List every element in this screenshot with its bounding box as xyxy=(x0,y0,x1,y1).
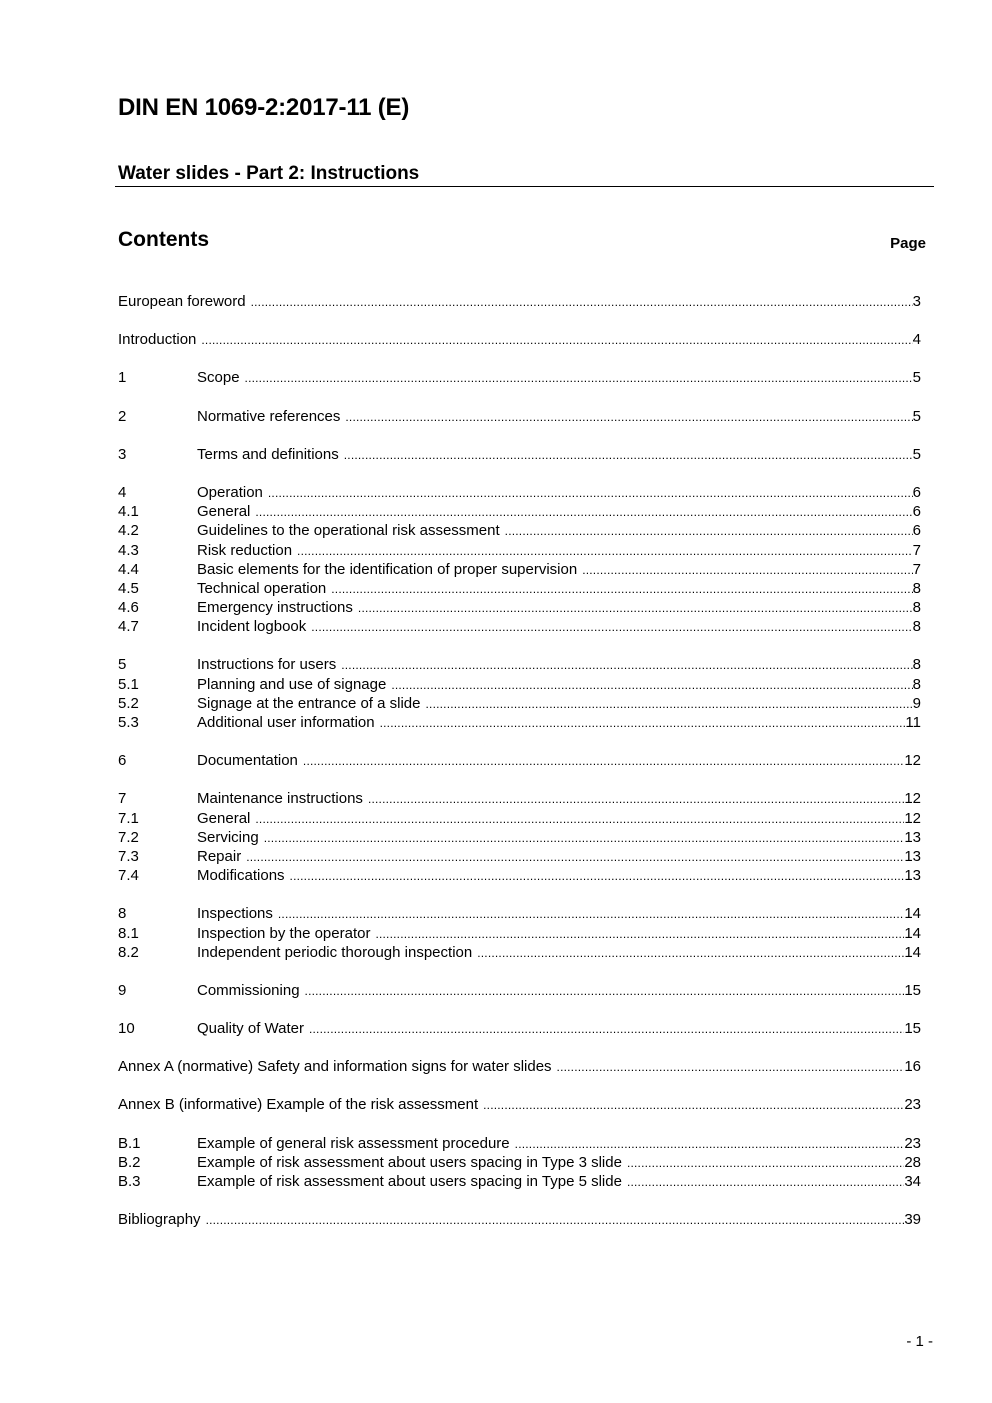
toc-entry-page: 5 xyxy=(912,407,921,425)
toc-dot-leader xyxy=(341,656,912,675)
toc-entry-title: General xyxy=(197,809,251,827)
toc-dot-leader xyxy=(311,618,912,637)
toc-entry[interactable] xyxy=(118,502,921,521)
document-id: DIN EN 1069-2:2017-11 (E) xyxy=(118,94,410,121)
toc-dot-leader xyxy=(206,1211,905,1230)
toc-dot-leader xyxy=(344,446,913,465)
toc-entry-title: Emergency instructions xyxy=(197,599,353,617)
toc-entry[interactable] xyxy=(118,292,921,311)
toc-dot-leader xyxy=(278,905,904,924)
title-divider xyxy=(115,186,934,187)
toc-entry-number: 4.1 xyxy=(118,503,139,521)
toc-dot-leader xyxy=(582,561,912,580)
toc-entry-number: 9 xyxy=(118,981,127,999)
toc-entry[interactable] xyxy=(118,541,921,560)
toc-entry-page: 9 xyxy=(912,694,921,712)
toc-dot-leader xyxy=(297,542,913,561)
toc-entry-title: Documentation xyxy=(197,752,298,770)
toc-entry-title: Servicing xyxy=(197,828,259,846)
toc-entry-number: 7.3 xyxy=(118,847,139,865)
toc-entry-title: Repair xyxy=(197,847,242,865)
toc-entry-page: 28 xyxy=(904,1153,921,1171)
toc-entry-title: Incident logbook xyxy=(197,618,307,636)
toc-entry-page: 8 xyxy=(912,579,921,597)
toc-entry-page: 13 xyxy=(904,828,921,846)
toc-entry-title: Instructions for users xyxy=(197,656,337,674)
toc-entry[interactable] xyxy=(118,1210,921,1229)
toc-entry-page: 34 xyxy=(904,1173,921,1190)
toc-entry[interactable] xyxy=(118,655,921,674)
toc-dot-leader xyxy=(380,714,906,733)
toc-entry-page: 15 xyxy=(904,981,921,999)
toc-entry-page: 12 xyxy=(904,809,921,827)
toc-dot-leader xyxy=(251,293,913,312)
toc-entry-title: Risk reduction xyxy=(197,541,293,559)
toc-entry[interactable] xyxy=(118,1095,921,1114)
toc-entry-page: 13 xyxy=(904,847,921,865)
toc-entry-number: 10 xyxy=(118,1020,135,1038)
toc-entry[interactable] xyxy=(118,1153,921,1172)
toc-dot-leader xyxy=(345,408,912,427)
toc-entry[interactable] xyxy=(118,407,921,426)
toc-entry-page: 8 xyxy=(912,656,921,674)
toc-entry-number: 7.1 xyxy=(118,809,139,827)
toc-entry-page: 23 xyxy=(904,1096,921,1114)
toc-dot-leader xyxy=(264,829,905,848)
toc-dot-leader xyxy=(290,867,905,886)
toc-entry[interactable] xyxy=(118,694,921,713)
toc-entry-number: 5.3 xyxy=(118,714,139,731)
toc-entry-page: 12 xyxy=(904,752,921,770)
toc-entry[interactable] xyxy=(118,1134,921,1153)
toc-entry-number: 8.2 xyxy=(118,943,139,961)
toc-entry-page: 6 xyxy=(912,483,921,501)
toc-entry[interactable] xyxy=(118,445,921,464)
toc-entry[interactable] xyxy=(118,1172,921,1191)
toc-entry-page: 23 xyxy=(904,1134,921,1152)
toc-entry-page: 6 xyxy=(912,522,921,540)
toc-entry-page: 14 xyxy=(904,924,921,942)
toc-entry-title: General xyxy=(197,503,251,521)
toc-entry-page: 7 xyxy=(912,541,921,559)
toc-entry-title: Signage at the entrance of a slide xyxy=(197,694,421,712)
toc-entry-title: Technical operation xyxy=(197,579,327,597)
toc-entry-title: Terms and definitions xyxy=(197,445,339,463)
toc-dot-leader xyxy=(201,331,912,350)
toc-entry-page: 3 xyxy=(912,293,921,310)
toc-entry-title: Additional user information xyxy=(197,714,375,731)
toc-entry-page: 6 xyxy=(912,503,921,521)
toc-entry-number: 7.2 xyxy=(118,828,139,846)
toc-dot-leader xyxy=(627,1173,904,1192)
toc-entry[interactable] xyxy=(118,368,921,387)
page-column-heading: Page xyxy=(890,235,926,252)
toc-entry-title: Example of risk assessment about users spacing in Type 3 slide xyxy=(197,1153,622,1171)
toc-entry-title: Annex B (informative) Example of the risk assessment xyxy=(118,1096,479,1114)
toc-entry-page: 5 xyxy=(912,445,921,463)
toc-entry-number: 4 xyxy=(118,483,127,501)
toc-dot-leader xyxy=(305,982,905,1001)
toc-entry-page: 12 xyxy=(904,790,921,808)
toc-entry-title: Example of general risk assessment procedure xyxy=(197,1134,510,1152)
toc-entry[interactable] xyxy=(118,330,921,349)
toc-entry-number: 8 xyxy=(118,905,127,923)
toc-entry-title: Inspection by the operator xyxy=(197,924,371,942)
toc-entry-page: 8 xyxy=(912,599,921,617)
toc-entry-page: 7 xyxy=(912,560,921,578)
toc-dot-leader xyxy=(515,1135,905,1154)
toc-entry-number: 5.1 xyxy=(118,675,139,693)
toc-dot-leader xyxy=(246,848,904,867)
toc-entry-number: 4.4 xyxy=(118,560,139,578)
toc-entry-title: Independent periodic thorough inspection xyxy=(197,943,473,961)
toc-entry-number: 8.1 xyxy=(118,924,139,942)
toc-entry-number: B.1 xyxy=(118,1134,141,1152)
toc-entry[interactable] xyxy=(118,579,921,598)
toc-entry-title: Guidelines to the operational risk assessment xyxy=(197,522,500,540)
toc-entry-title: Maintenance instructions xyxy=(197,790,363,808)
toc-entry-page: 4 xyxy=(912,331,921,349)
toc-entry-title: Annex A (normative) Safety and information signs for water slides xyxy=(118,1058,552,1076)
toc-entry-number: 1 xyxy=(118,369,127,387)
toc-entry[interactable] xyxy=(118,1057,921,1076)
toc-entry[interactable] xyxy=(118,924,921,943)
toc-dot-leader xyxy=(483,1096,904,1115)
toc-entry-page: 14 xyxy=(904,905,921,923)
toc-entry[interactable] xyxy=(118,904,921,923)
toc-entry[interactable] xyxy=(118,483,921,502)
toc-entry-number: 3 xyxy=(118,445,127,463)
toc-entry-title: Operation xyxy=(197,483,263,501)
toc-entry-number: 6 xyxy=(118,752,127,770)
toc-dot-leader xyxy=(309,1020,904,1039)
toc-entry-number: 4.2 xyxy=(118,522,139,540)
toc-entry[interactable] xyxy=(118,560,921,579)
toc-dot-leader xyxy=(268,484,913,503)
toc-dot-leader xyxy=(368,790,904,809)
toc-dot-leader xyxy=(331,580,912,599)
toc-entry[interactable] xyxy=(118,866,921,885)
table-of-contents xyxy=(118,292,921,1229)
toc-entry-page: 15 xyxy=(904,1020,921,1038)
toc-entry-number: 2 xyxy=(118,407,127,425)
page-number: - 1 - xyxy=(906,1333,933,1350)
toc-entry-page: 16 xyxy=(904,1058,921,1076)
toc-entry-title: Quality of Water xyxy=(197,1020,304,1038)
toc-entry-page: 39 xyxy=(904,1211,921,1229)
toc-entry-page: 14 xyxy=(904,943,921,961)
toc-entry[interactable] xyxy=(118,675,921,694)
toc-dot-leader xyxy=(391,676,912,695)
toc-entry-title: Scope xyxy=(197,369,240,387)
toc-entry-number: 5.2 xyxy=(118,694,139,712)
toc-dot-leader xyxy=(255,810,904,829)
toc-entry[interactable] xyxy=(118,789,921,808)
toc-entry-page: 8 xyxy=(912,675,921,693)
toc-dot-leader xyxy=(303,752,904,771)
toc-entry[interactable] xyxy=(118,981,921,1000)
toc-entry-title: Introduction xyxy=(118,331,197,349)
toc-entry-number: 7.4 xyxy=(118,867,139,885)
toc-entry-number: B.3 xyxy=(118,1173,141,1190)
toc-dot-leader xyxy=(255,503,912,522)
toc-dot-leader xyxy=(477,944,904,963)
toc-entry[interactable] xyxy=(118,828,921,847)
toc-entry[interactable] xyxy=(118,521,921,540)
toc-entry-number: 4.7 xyxy=(118,618,139,636)
toc-entry[interactable] xyxy=(118,943,921,962)
toc-dot-leader xyxy=(375,925,904,944)
toc-entry[interactable] xyxy=(118,1019,921,1038)
toc-entry-title: Modifications xyxy=(197,867,285,885)
toc-entry[interactable] xyxy=(118,751,921,770)
toc-dot-leader xyxy=(627,1154,904,1173)
toc-entry-page: 5 xyxy=(912,369,921,387)
toc-entry-title: Commissioning xyxy=(197,981,300,999)
toc-entry-page: 8 xyxy=(912,618,921,636)
toc-entry-number: 4.6 xyxy=(118,599,139,617)
toc-entry-number: 7 xyxy=(118,790,127,808)
toc-entry-number: 4.3 xyxy=(118,541,139,559)
toc-dot-leader xyxy=(245,369,913,388)
toc-entry-title: Bibliography xyxy=(118,1211,201,1229)
document-subtitle: Water slides - Part 2: Instructions xyxy=(118,163,420,184)
toc-entry-title: Basic elements for the identification of proper supervision xyxy=(197,560,578,578)
toc-entry-page: 11 xyxy=(905,714,921,731)
contents-heading: Contents xyxy=(118,228,209,251)
toc-entry-number: 4.5 xyxy=(118,579,139,597)
toc-entry[interactable] xyxy=(118,809,921,828)
toc-entry-page: 13 xyxy=(904,867,921,885)
toc-entry-number: B.2 xyxy=(118,1153,141,1171)
toc-entry-title: Normative references xyxy=(197,407,341,425)
toc-entry-title: Example of risk assessment about users spacing in Type 5 slide xyxy=(197,1173,622,1190)
toc-dot-leader xyxy=(557,1058,905,1077)
toc-dot-leader xyxy=(505,522,913,541)
toc-entry-title: Planning and use of signage xyxy=(197,675,387,693)
toc-entry[interactable] xyxy=(118,713,921,732)
toc-dot-leader xyxy=(426,695,913,714)
toc-entry[interactable] xyxy=(118,617,921,636)
toc-entry[interactable] xyxy=(118,598,921,617)
toc-entry[interactable] xyxy=(118,847,921,866)
toc-entry-title: European foreword xyxy=(118,293,246,310)
toc-dot-leader xyxy=(358,599,913,618)
toc-entry-title: Inspections xyxy=(197,905,273,923)
toc-entry-number: 5 xyxy=(118,656,127,674)
